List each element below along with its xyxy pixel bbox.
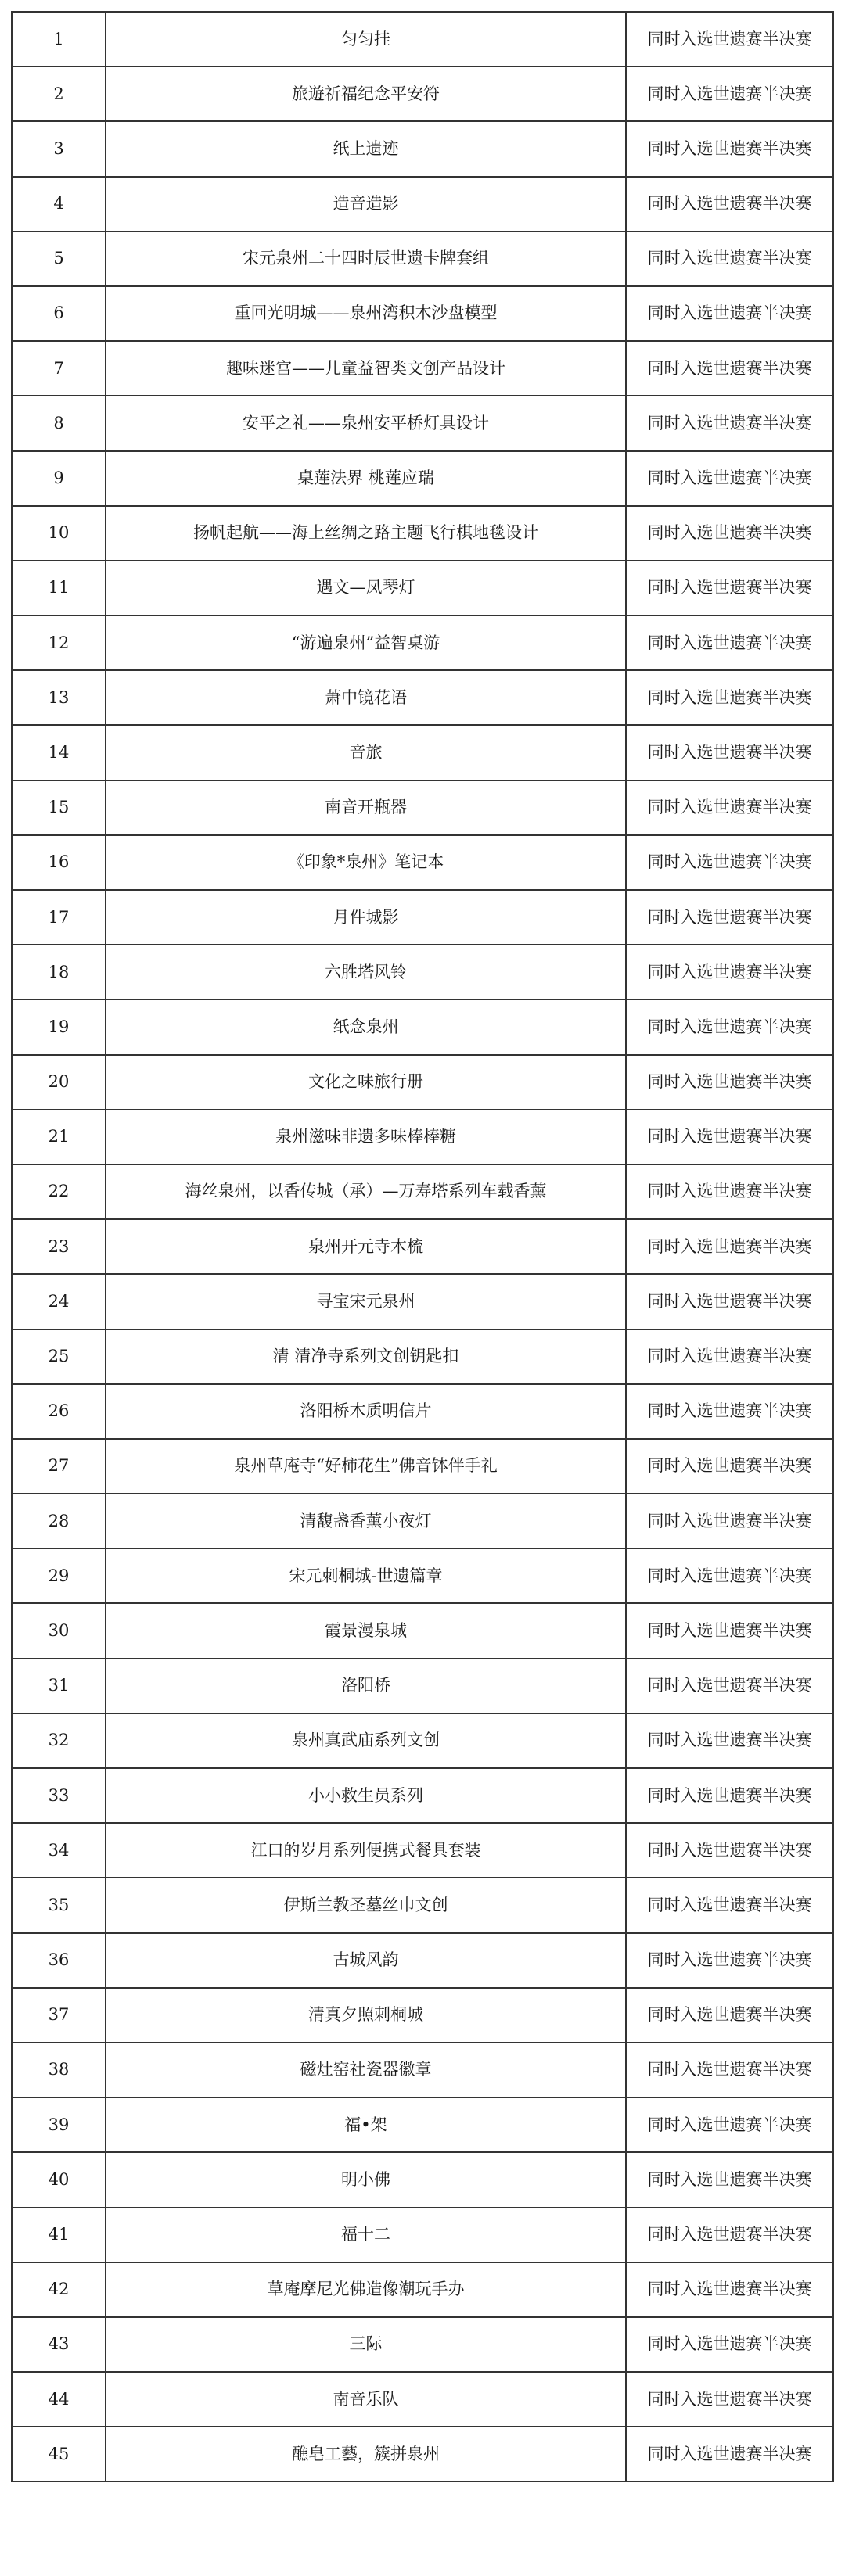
entry-name-cell: 醮皂工藝，簇拼泉州	[106, 2427, 626, 2481]
row-number-cell: 13	[12, 670, 106, 725]
row-number-cell: 38	[12, 2043, 106, 2097]
table-row	[12, 2208, 833, 2262]
entry-name-cell: 纸上遗迹	[106, 121, 626, 176]
status-cell: 同时入选世遗赛半决赛	[626, 615, 833, 670]
entry-name-cell: 南音开瓶器	[106, 780, 626, 835]
status-cell: 同时入选世遗赛半决赛	[626, 561, 833, 615]
row-number-cell: 20	[12, 1055, 106, 1110]
table-row	[12, 1329, 833, 1384]
table-row	[12, 890, 833, 945]
entry-name-cell: 清真夕照刺桐城	[106, 1988, 626, 2043]
row-number-cell: 7	[12, 341, 106, 396]
status-cell: 同时入选世遗赛半决赛	[626, 451, 833, 506]
row-number-cell: 6	[12, 286, 106, 341]
entry-name-cell: 旅遊祈福纪念平安符	[106, 66, 626, 121]
status-cell: 同时入选世遗赛半决赛	[626, 66, 833, 121]
row-number-cell: 16	[12, 835, 106, 890]
row-number-cell: 37	[12, 1988, 106, 2043]
table-row	[12, 670, 833, 725]
status-cell: 同时入选世遗赛半决赛	[626, 2427, 833, 2481]
row-number-cell: 26	[12, 1384, 106, 1439]
entry-name-cell: 泉州草庵寺“好柿花生”佛音钵伴手礼	[106, 1439, 626, 1494]
row-number-cell: 34	[12, 1823, 106, 1878]
row-number-cell: 8	[12, 396, 106, 450]
entry-name-cell: 磁灶窑社瓷器徽章	[106, 2043, 626, 2097]
table-row	[12, 286, 833, 341]
table-row	[12, 506, 833, 561]
table-row	[12, 451, 833, 506]
status-cell: 同时入选世遗赛半决赛	[626, 1878, 833, 1932]
row-number-cell: 28	[12, 1494, 106, 1548]
row-number-cell: 32	[12, 1713, 106, 1768]
status-cell: 同时入选世遗赛半决赛	[626, 2317, 833, 2372]
status-cell: 同时入选世遗赛半决赛	[626, 945, 833, 999]
table-row	[12, 341, 833, 396]
status-cell: 同时入选世遗赛半决赛	[626, 2262, 833, 2317]
entry-name-cell: 匀匀挂	[106, 12, 626, 66]
row-number-cell: 9	[12, 451, 106, 506]
row-number-cell: 31	[12, 1659, 106, 1713]
table-row	[12, 1274, 833, 1329]
row-number-cell: 23	[12, 1219, 106, 1274]
status-cell: 同时入选世遗赛半决赛	[626, 1494, 833, 1548]
table-row	[12, 2043, 833, 2097]
status-cell: 同时入选世遗赛半决赛	[626, 1603, 833, 1658]
table-row	[12, 725, 833, 780]
row-number-cell: 22	[12, 1164, 106, 1219]
results-table	[11, 11, 834, 2482]
row-number-cell: 44	[12, 2372, 106, 2427]
table-row	[12, 615, 833, 670]
status-cell: 同时入选世遗赛半决赛	[626, 1164, 833, 1219]
entry-name-cell: 小小救生员系列	[106, 1768, 626, 1823]
table-row	[12, 2097, 833, 2152]
entry-name-cell: 草庵摩尼光佛造像潮玩手办	[106, 2262, 626, 2317]
table-row	[12, 2372, 833, 2427]
status-cell: 同时入选世遗赛半决赛	[626, 1823, 833, 1878]
status-cell: 同时入选世遗赛半决赛	[626, 725, 833, 780]
entry-name-cell: 霞景漫泉城	[106, 1603, 626, 1658]
table-row	[12, 1878, 833, 1932]
table-row	[12, 561, 833, 615]
status-cell: 同时入选世遗赛半决赛	[626, 1768, 833, 1823]
table-row	[12, 1384, 833, 1439]
entry-name-cell: 寻宝宋元泉州	[106, 1274, 626, 1329]
table-row	[12, 121, 833, 176]
row-number-cell: 40	[12, 2152, 106, 2207]
status-cell: 同时入选世遗赛半决赛	[626, 1933, 833, 1988]
table-row	[12, 945, 833, 999]
status-cell: 同时入选世遗赛半决赛	[626, 1329, 833, 1384]
table-row	[12, 1055, 833, 1110]
status-cell: 同时入选世遗赛半决赛	[626, 396, 833, 450]
status-cell: 同时入选世遗赛半决赛	[626, 670, 833, 725]
entry-name-cell: 趣味迷宫——儿童益智类文创产品设计	[106, 341, 626, 396]
entry-name-cell: 洛阳桥	[106, 1659, 626, 1713]
entry-name-cell: 海丝泉州，以香传城（承）—万寿塔系列车载香薰	[106, 1164, 626, 1219]
entry-name-cell: 宋元刺桐城-世遗篇章	[106, 1548, 626, 1603]
row-number-cell: 39	[12, 2097, 106, 2152]
row-number-cell: 3	[12, 121, 106, 176]
table-row	[12, 1164, 833, 1219]
entry-name-cell: 福十二	[106, 2208, 626, 2262]
row-number-cell: 43	[12, 2317, 106, 2372]
entry-name-cell: 清馥盏香薰小夜灯	[106, 1494, 626, 1548]
table-row	[12, 2152, 833, 2207]
table-row	[12, 177, 833, 231]
entry-name-cell: 明小佛	[106, 2152, 626, 2207]
row-number-cell: 19	[12, 999, 106, 1054]
status-cell: 同时入选世遗赛半决赛	[626, 12, 833, 66]
status-cell: 同时入选世遗赛半决赛	[626, 1219, 833, 1274]
row-number-cell: 24	[12, 1274, 106, 1329]
status-cell: 同时入选世遗赛半决赛	[626, 2043, 833, 2097]
entry-name-cell: 泉州真武庙系列文创	[106, 1713, 626, 1768]
entry-name-cell: 音旅	[106, 725, 626, 780]
table-row	[12, 1713, 833, 1768]
table-row	[12, 12, 833, 66]
table-row	[12, 1988, 833, 2043]
table-row	[12, 2427, 833, 2481]
entry-name-cell: “游遍泉州”益智桌游	[106, 615, 626, 670]
status-cell: 同时入选世遗赛半决赛	[626, 231, 833, 286]
entry-name-cell: 萧中镜花语	[106, 670, 626, 725]
status-cell: 同时入选世遗赛半决赛	[626, 1055, 833, 1110]
table-row	[12, 231, 833, 286]
row-number-cell: 30	[12, 1603, 106, 1658]
status-cell: 同时入选世遗赛半决赛	[626, 2372, 833, 2427]
entry-name-cell: 宋元泉州二十四时辰世遗卡牌套组	[106, 231, 626, 286]
status-cell: 同时入选世遗赛半决赛	[626, 1988, 833, 2043]
row-number-cell: 25	[12, 1329, 106, 1384]
row-number-cell: 21	[12, 1110, 106, 1164]
row-number-cell: 11	[12, 561, 106, 615]
table-row	[12, 1659, 833, 1713]
entry-name-cell: 造音造影	[106, 177, 626, 231]
status-cell: 同时入选世遗赛半决赛	[626, 2097, 833, 2152]
entry-name-cell: 扬帆起航——海上丝绸之路主题飞行棋地毯设计	[106, 506, 626, 561]
status-cell: 同时入选世遗赛半决赛	[626, 121, 833, 176]
status-cell: 同时入选世遗赛半决赛	[626, 177, 833, 231]
table-row	[12, 1548, 833, 1603]
status-cell: 同时入选世遗赛半决赛	[626, 1274, 833, 1329]
entry-name-cell: 六胜塔风铃	[106, 945, 626, 999]
status-cell: 同时入选世遗赛半决赛	[626, 1110, 833, 1164]
status-cell: 同时入选世遗赛半决赛	[626, 780, 833, 835]
table-row	[12, 66, 833, 121]
table-row	[12, 1439, 833, 1494]
row-number-cell: 41	[12, 2208, 106, 2262]
table-row	[12, 1768, 833, 1823]
row-number-cell: 4	[12, 177, 106, 231]
table-row	[12, 1494, 833, 1548]
results-table-body	[12, 12, 833, 2481]
status-cell: 同时入选世遗赛半决赛	[626, 1713, 833, 1768]
entry-name-cell: 南音乐队	[106, 2372, 626, 2427]
table-row	[12, 1603, 833, 1658]
status-cell: 同时入选世遗赛半决赛	[626, 835, 833, 890]
status-cell: 同时入选世遗赛半决赛	[626, 2152, 833, 2207]
status-cell: 同时入选世遗赛半决赛	[626, 506, 833, 561]
row-number-cell: 18	[12, 945, 106, 999]
entry-name-cell: 月件城影	[106, 890, 626, 945]
status-cell: 同时入选世遗赛半决赛	[626, 1439, 833, 1494]
entry-name-cell: 《印象*泉州》笔记本	[106, 835, 626, 890]
status-cell: 同时入选世遗赛半决赛	[626, 1548, 833, 1603]
row-number-cell: 35	[12, 1878, 106, 1932]
entry-name-cell: 泉州滋味非遗多味棒棒糖	[106, 1110, 626, 1164]
entry-name-cell: 遇文—凤琴灯	[106, 561, 626, 615]
row-number-cell: 17	[12, 890, 106, 945]
entry-name-cell: 江口的岁月系列便携式餐具套装	[106, 1823, 626, 1878]
table-row	[12, 835, 833, 890]
row-number-cell: 5	[12, 231, 106, 286]
row-number-cell: 12	[12, 615, 106, 670]
status-cell: 同时入选世遗赛半决赛	[626, 286, 833, 341]
table-row	[12, 780, 833, 835]
entry-name-cell: 福•架	[106, 2097, 626, 2152]
row-number-cell: 2	[12, 66, 106, 121]
status-cell: 同时入选世遗赛半决赛	[626, 1384, 833, 1439]
table-row	[12, 1933, 833, 1988]
row-number-cell: 45	[12, 2427, 106, 2481]
entry-name-cell: 安平之礼——泉州安平桥灯具设计	[106, 396, 626, 450]
row-number-cell: 15	[12, 780, 106, 835]
status-cell: 同时入选世遗赛半决赛	[626, 1659, 833, 1713]
table-row	[12, 1823, 833, 1878]
row-number-cell: 1	[12, 12, 106, 66]
entry-name-cell: 泉州开元寺木梳	[106, 1219, 626, 1274]
results-sheet	[11, 11, 832, 2482]
entry-name-cell: 清 清净寺系列文创钥匙扣	[106, 1329, 626, 1384]
row-number-cell: 42	[12, 2262, 106, 2317]
entry-name-cell: 文化之味旅行册	[106, 1055, 626, 1110]
table-row	[12, 2317, 833, 2372]
row-number-cell: 36	[12, 1933, 106, 1988]
table-row	[12, 396, 833, 450]
row-number-cell: 14	[12, 725, 106, 780]
entry-name-cell: 重回光明城——泉州湾积木沙盘模型	[106, 286, 626, 341]
entry-name-cell: 洛阳桥木质明信片	[106, 1384, 626, 1439]
entry-name-cell: 古城风韵	[106, 1933, 626, 1988]
entry-name-cell: 伊斯兰教圣墓丝巾文创	[106, 1878, 626, 1932]
table-row	[12, 1110, 833, 1164]
row-number-cell: 29	[12, 1548, 106, 1603]
status-cell: 同时入选世遗赛半决赛	[626, 2208, 833, 2262]
entry-name-cell: 桌莲法界 桃莲应瑞	[106, 451, 626, 506]
status-cell: 同时入选世遗赛半决赛	[626, 999, 833, 1054]
table-row	[12, 2262, 833, 2317]
table-row	[12, 1219, 833, 1274]
row-number-cell: 27	[12, 1439, 106, 1494]
entry-name-cell: 纸念泉州	[106, 999, 626, 1054]
row-number-cell: 10	[12, 506, 106, 561]
status-cell: 同时入选世遗赛半决赛	[626, 890, 833, 945]
row-number-cell: 33	[12, 1768, 106, 1823]
table-row	[12, 999, 833, 1054]
status-cell: 同时入选世遗赛半决赛	[626, 341, 833, 396]
entry-name-cell: 三际	[106, 2317, 626, 2372]
